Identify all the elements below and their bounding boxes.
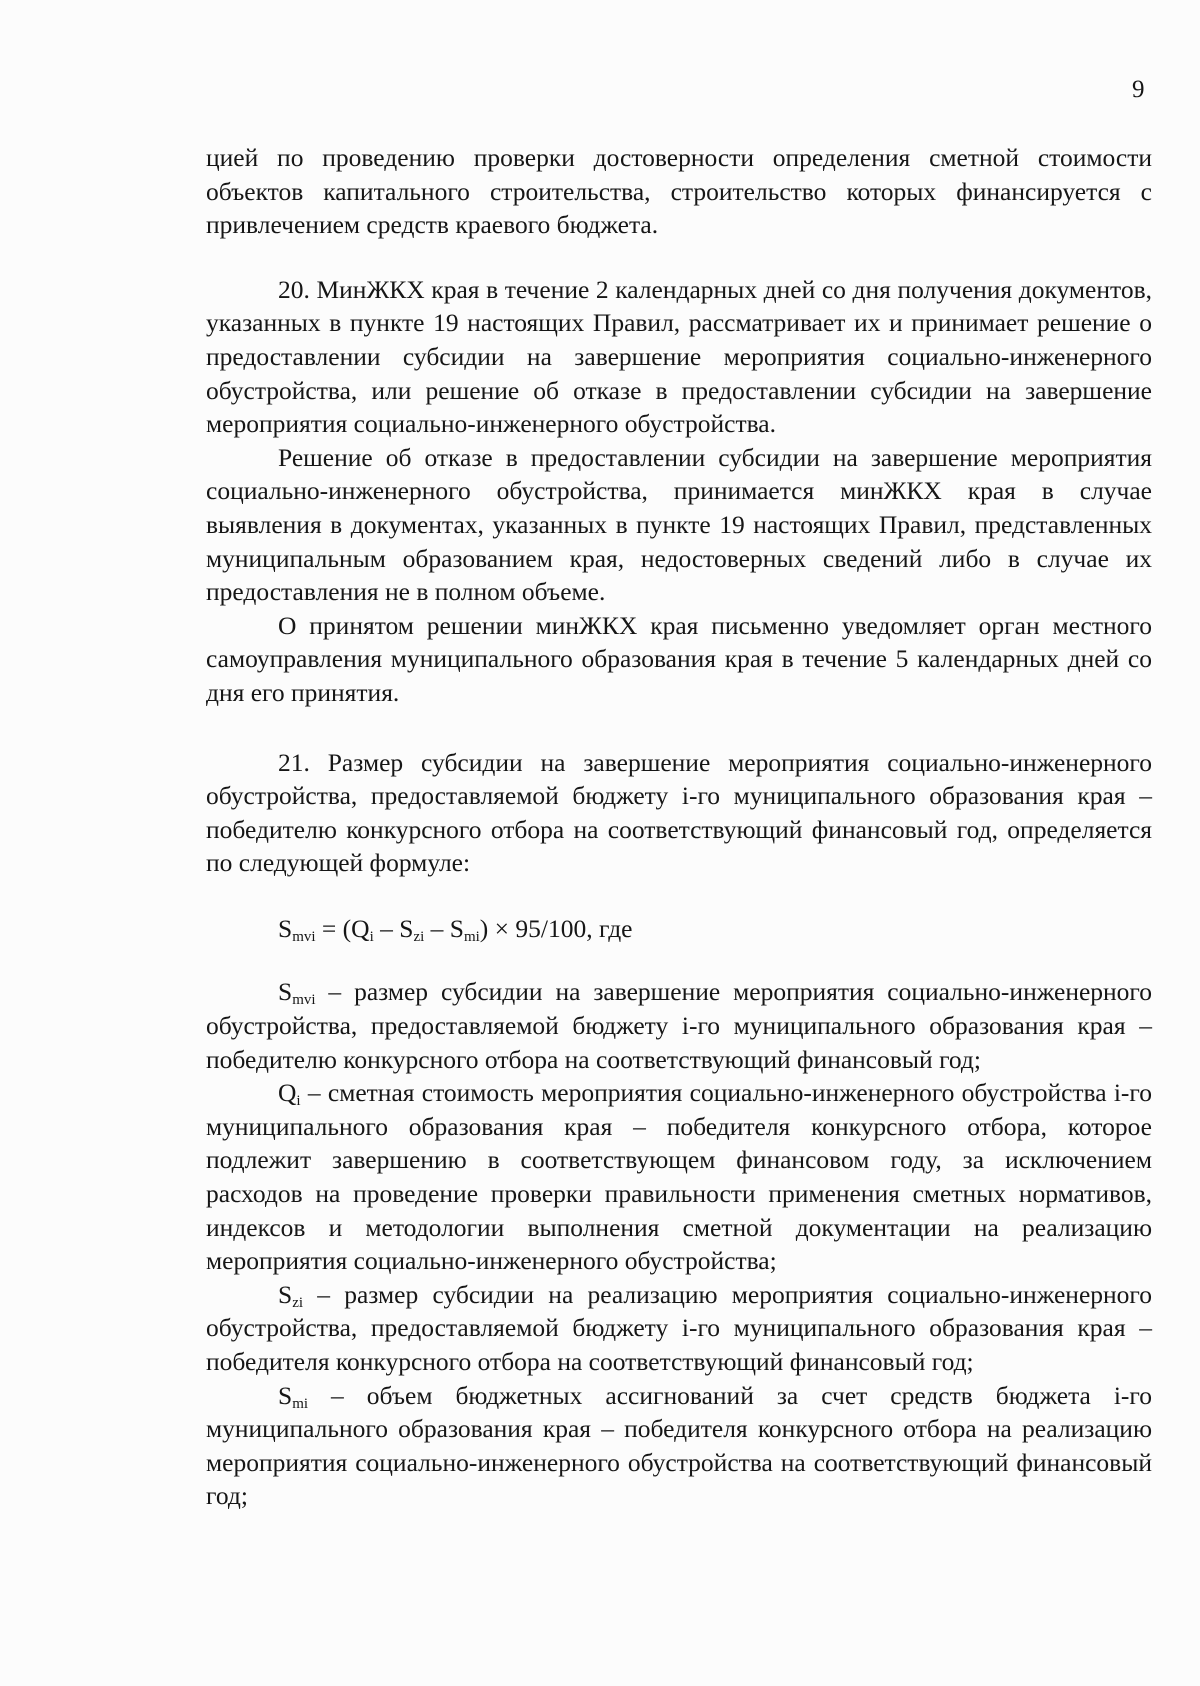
definition-symbol: S <box>278 1380 293 1410</box>
formula <box>206 912 1152 946</box>
definition-text: – сметная стоимость мероприятия социально-инженерного обустройства i-го муниципального образования края – победителя конкурсного отбора, которое подлежит завершению в соответствующем финансовом году, за исключением расходов на проведение проверки правильности применения сметных нормативов, индексов и методологии выполнения сметной документации на реализацию мероприятия социально-инженерного обустройства; <box>206 1078 1152 1276</box>
definition-smvi <box>206 975 1152 1076</box>
formula-tail: ) × 95/100, где <box>479 913 633 943</box>
definition-szi <box>206 1278 1152 1379</box>
definition-symbol: S <box>278 977 293 1007</box>
definition-text: – объем бюджетных ассигнований за счет средств бюджета i-го муниципального образования края – победителя конкурсного отбора на реализацию мероприятия социально-инженерного обустройства на соответствующий финансовый год; <box>206 1380 1152 1511</box>
definition-smi <box>206 1379 1152 1513</box>
formula-lhs: S <box>278 913 293 943</box>
definition-symbol-sub: mi <box>292 1395 309 1412</box>
paragraph-20: 20. МинЖКХ края в течение 2 календарных дней со дня получения документов, указанных в пункте 19 настоящих Правил, рассматривает их и принимает решение о предоставлении субсидии на завершение мероприятия социально-инженерного обустройства, или решение об отказе в предоставлении субсидии на завершение мероприятия социально-инженерного обустройства. <box>206 274 1152 439</box>
intro-paragraph: цией по проведению проверки достоверности определения сметной стоимости объектов капитального строительства, строительство которых финансируется с привлечением средств краевого бюджета. <box>206 143 1152 240</box>
definition-symbol-sub: mvi <box>292 992 316 1009</box>
definition-text: – размер субсидии на реализацию мероприятия социально-инженерного обустройства, предоставляемой бюджету i-го муниципального образования края – победителя конкурсного отбора на соответствующий финансовый год; <box>206 1279 1152 1376</box>
definition-qi <box>206 1076 1152 1278</box>
paragraph-20-refusal: Решение об отказе в предоставлении субсидии на завершение мероприятия социально-инженерного обустройства, принимается минЖКХ края в случае выявления в документах, указанных в пункте 19 настоящих Правил, представленных муниципальным образованием края, недостоверных сведений либо в случае их предоставления не в полном объеме. <box>206 442 1152 607</box>
document-body <box>206 141 1152 1513</box>
page-number: 9 <box>1132 76 1145 103</box>
formula-minus-1: – S <box>373 913 414 943</box>
formula-eq: = (Q <box>315 913 370 943</box>
paragraph-21: 21. Размер субсидии на завершение мероприятия социально-инженерного обустройства, предоставляемой бюджету i-го муниципального образования края – победителю конкурсного отбора на соответствующий финансовый год, определяется по следующей формуле: <box>206 747 1152 878</box>
definition-symbol: S <box>278 1279 293 1309</box>
formula-s2-sub: mi <box>463 928 480 945</box>
definition-symbol-sub: zi <box>292 1294 304 1311</box>
formula-minus-2: – S <box>424 913 464 943</box>
definition-symbol: Q <box>278 1078 297 1108</box>
definition-text: – размер субсидии на завершение мероприятия социально-инженерного обустройства, предоставляемой бюджету i-го муниципального образования края – победителю конкурсного отбора на соответствующий финансовый год; <box>206 977 1152 1074</box>
formula-q-sub: i <box>369 928 374 945</box>
formula-s1-sub: zi <box>413 928 425 945</box>
formula-lhs-sub: mvi <box>292 928 316 945</box>
definition-symbol-sub: i <box>296 1093 301 1110</box>
paragraph-20-notice: О принятом решении минЖКХ края письменно уведомляет орган местного самоуправления муниципального образования края в течение 5 календарных дней со дня его принятия. <box>206 610 1152 707</box>
